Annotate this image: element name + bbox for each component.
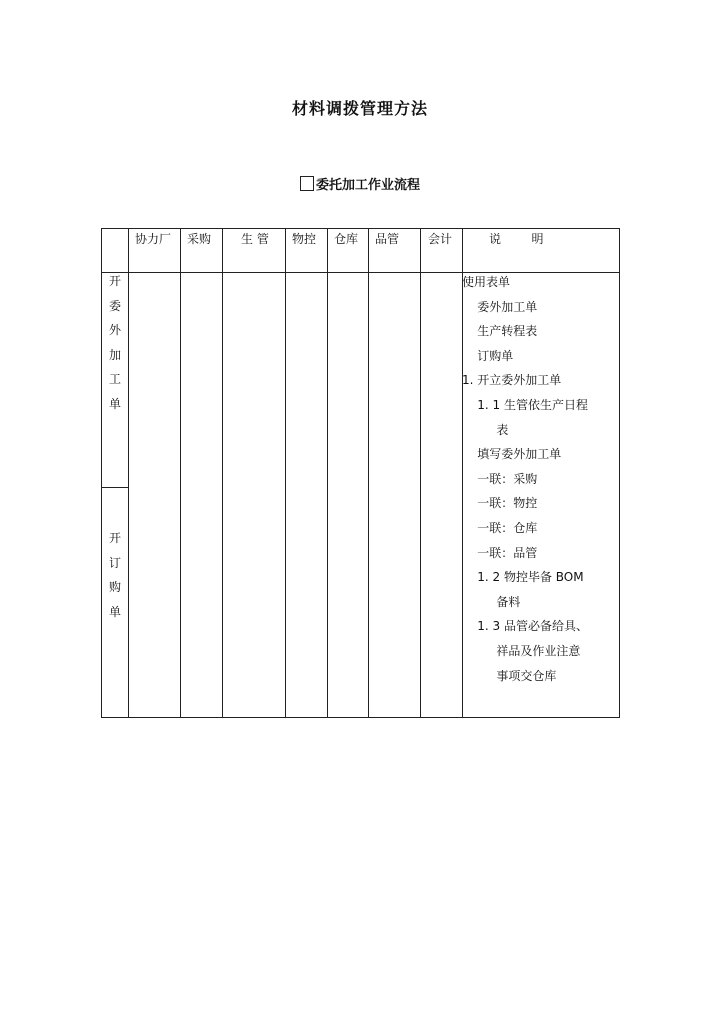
section-label-char: 开 [108, 274, 121, 288]
section-label-char: 订 [108, 555, 121, 570]
description-line: 一联：采购 [462, 471, 538, 486]
description-line: 填写委外加工单 [462, 447, 562, 462]
section-label-char: 开 [108, 531, 121, 545]
description-line: 一联：品管 [462, 545, 538, 560]
section-label-char: 单 [108, 396, 121, 411]
description-line: 1. 3 品管必备给具、 [462, 619, 588, 634]
header-description: 说 明 [489, 232, 544, 246]
section-label-char: 委 [108, 298, 121, 313]
description-line: 委外加工单 [462, 299, 538, 314]
section-label-char: 加 [108, 347, 121, 362]
section-label-purchase-order [102, 526, 128, 624]
section-separator [101, 487, 128, 488]
column-divider [128, 228, 129, 718]
description-line: 祥品及作业注意 [462, 643, 581, 658]
header-quality-control: 品管 [375, 232, 400, 246]
section-label-char: 单 [108, 604, 121, 619]
description-line: 订购单 [462, 348, 514, 363]
description-line: 生产转程表 [462, 324, 538, 339]
header-production-control: 生 管 [241, 232, 269, 246]
description-line: 1. 2 物控毕备 BOM [462, 570, 584, 585]
column-divider [327, 228, 328, 718]
description-line: 使用表单 [462, 275, 511, 289]
header-accounting: 会计 [428, 232, 453, 246]
description-line: 1. 开立委外加工单 [462, 373, 562, 388]
column-divider [420, 228, 421, 718]
section-label-char: 工 [108, 372, 121, 386]
description-line: 一联：物控 [462, 496, 538, 511]
column-divider [180, 228, 181, 718]
header-purchasing: 采购 [187, 232, 212, 246]
description-line: 1. 1 生管依生产日程 [462, 397, 588, 412]
column-divider [222, 228, 223, 718]
description-column [462, 270, 620, 688]
section-label-char: 购 [108, 580, 121, 594]
description-line: 事项交仓库 [462, 668, 557, 683]
column-divider [285, 228, 286, 718]
description-line: 表 [462, 422, 509, 437]
table-border-top [101, 228, 620, 229]
page-title: 材料调拨管理方法 [291, 99, 428, 118]
description-line: 备料 [462, 594, 521, 609]
section-subtitle [0, 174, 720, 193]
description-line: 一联：仓库 [462, 520, 538, 535]
column-divider [368, 228, 369, 718]
header-warehouse: 仓库 [334, 232, 359, 246]
checkbox-icon [300, 176, 314, 191]
section-label-outsource-order [102, 269, 128, 416]
section-subtitle-text: 委托加工作业流程 [315, 178, 420, 193]
header-supplier: 协力厂 [135, 232, 172, 246]
header-material-control: 物控 [292, 232, 317, 246]
table-border-bottom [101, 717, 620, 718]
section-label-char: 外 [108, 323, 121, 337]
